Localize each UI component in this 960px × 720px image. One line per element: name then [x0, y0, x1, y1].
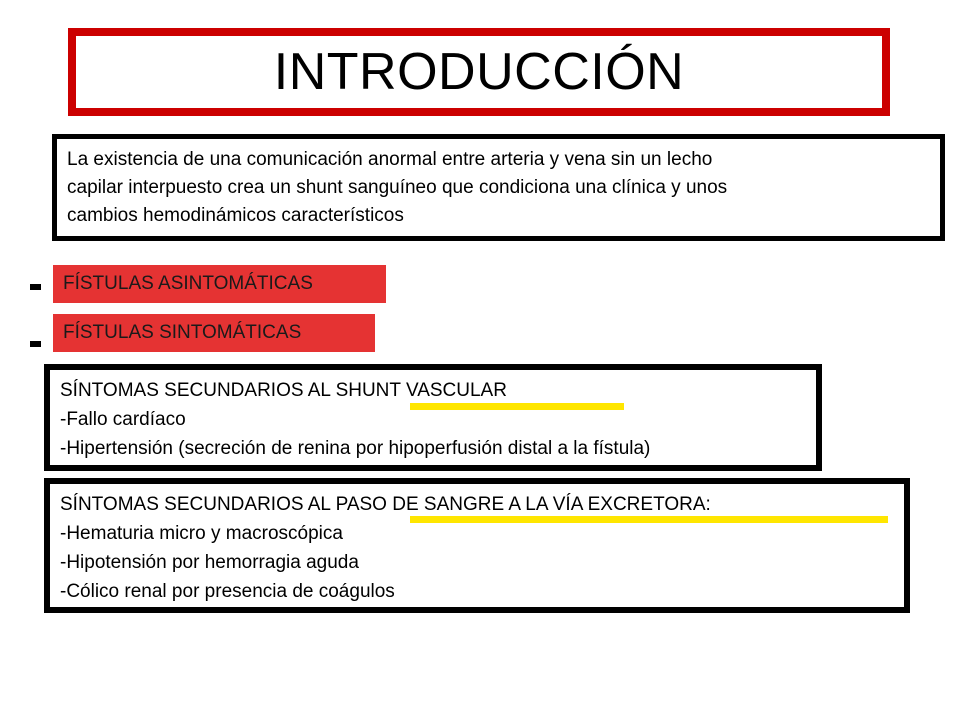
intro-text-box: [52, 134, 945, 241]
intro-line: capilar interpuesto crea un shunt sanguíneo que condiciona una clínica y unos: [67, 177, 728, 198]
label-fistulas-asintomaticas: FÍSTULAS ASINTOMÁTICAS: [53, 265, 386, 303]
shunt-item: -Fallo cardíaco: [60, 409, 186, 430]
page-title: INTRODUCCIÓN: [273, 43, 685, 101]
highlight-underline-via: [410, 516, 888, 523]
via-item: -Cólico renal por presencia de coágulos: [60, 581, 395, 602]
bullet-dash-sintomaticas: [30, 341, 41, 347]
via-heading: SÍNTOMAS SECUNDARIOS AL PASO DE SANGRE A LA VÍA EXCRETORA:: [60, 494, 711, 515]
via-excretora-symptoms-box: [44, 478, 910, 613]
shunt-symptoms-box: [44, 364, 822, 471]
via-item: -Hematuria micro y macroscópica: [60, 523, 343, 544]
label-fistulas-sintomaticas: FÍSTULAS SINTOMÁTICAS: [53, 314, 375, 352]
shunt-heading: SÍNTOMAS SECUNDARIOS AL SHUNT VASCULAR: [60, 380, 507, 401]
shunt-item: -Hipertensión (secreción de renina por hipoperfusión distal a la fístula): [60, 438, 651, 459]
bullet-dash-asintomaticas: [30, 284, 41, 290]
intro-line: cambios hemodinámicos característicos: [67, 205, 404, 226]
title-frame: [68, 28, 890, 116]
intro-line: La existencia de una comunicación anormal entre arteria y vena sin un lecho: [67, 149, 713, 170]
highlight-underline-shunt: [410, 403, 624, 410]
via-item: -Hipotensión por hemorragia aguda: [60, 552, 359, 573]
